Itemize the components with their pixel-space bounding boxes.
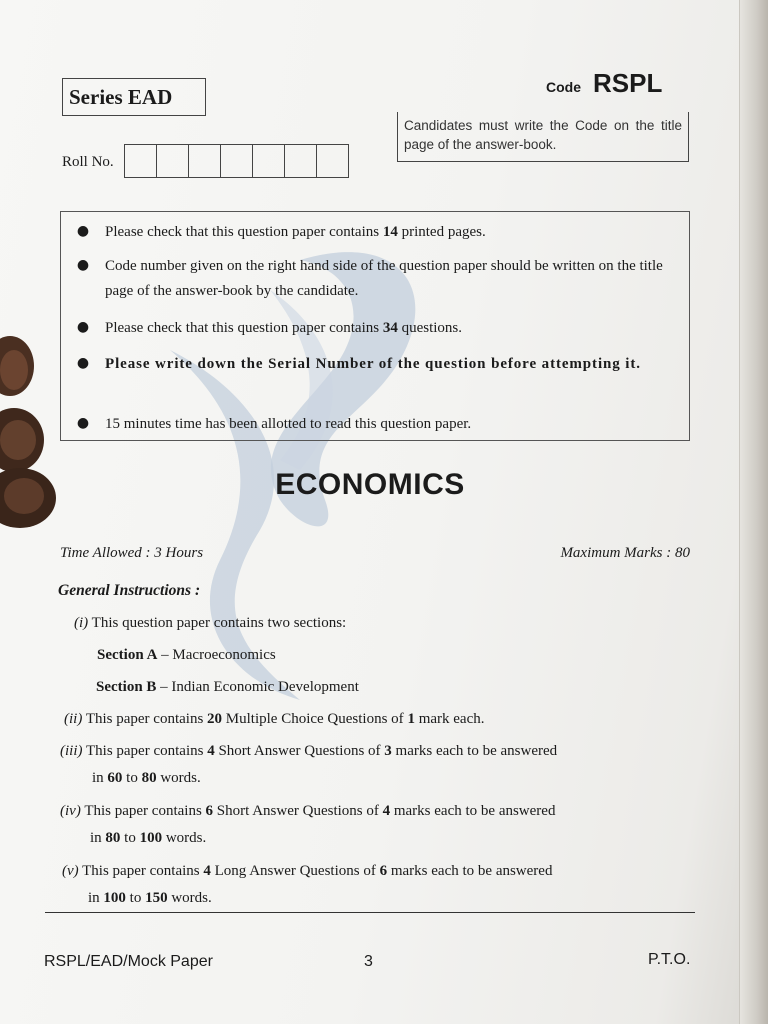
general-instructions-heading: General Instructions :	[58, 582, 201, 599]
code-block	[546, 68, 662, 99]
paper-title: ECONOMICS	[275, 468, 465, 501]
section-a-line: Section A – Macroeconomics	[97, 647, 276, 663]
instruction-iii: (iii) This paper contains 4 Short Answer Questions of 3 marks each to be answered in 60 to 80 words.	[60, 743, 558, 786]
note-item: ● Please write down the Serial Number of the question before attempting it.	[61, 352, 691, 377]
code-label: Code	[546, 79, 581, 95]
roll-number-box	[252, 144, 285, 178]
instruction-ii: (ii) This paper contains 20 Multiple Choice Questions of 1 mark each.	[64, 711, 485, 727]
instruction-i: (i) This question paper contains two sections:	[74, 615, 347, 631]
note-item: ● 15 minutes time has been allotted to read this question paper.	[61, 412, 691, 437]
code-value: RSPL	[593, 68, 663, 98]
time-marks-row	[60, 545, 690, 562]
footer-paper-code: RSPL/EAD/Mock Paper	[44, 953, 213, 970]
instructions-box	[60, 211, 690, 441]
series-label: Series EAD	[62, 78, 206, 116]
section-b-line: Section B – Indian Economic Development	[96, 679, 359, 695]
bullet-icon: ●	[76, 319, 90, 335]
roll-number-boxes	[124, 144, 348, 178]
time-allowed: Time Allowed : 3 Hours	[60, 545, 204, 561]
bullet-icon: ●	[76, 223, 90, 239]
instruction-v: (v) This paper contains 4 Long Answer Questions of 6 marks each to be answered in 100 to 150 words.	[62, 863, 553, 906]
next-page-edge	[739, 0, 768, 1024]
candidates-note: Candidates must write the Code on the title page of the answer-book.	[397, 112, 689, 162]
note-item: ● Code number given on the right hand side of the question paper should be written on the title page of the answer-book by the candidate.	[61, 254, 691, 304]
bullet-icon: ●	[76, 415, 90, 431]
roll-number-box	[156, 144, 189, 178]
roll-number-label: Roll No.	[62, 154, 114, 170]
bottom-divider	[45, 912, 695, 913]
holding-fingers	[0, 330, 60, 530]
roll-number-box	[316, 144, 349, 178]
bullet-icon: ●	[76, 355, 90, 371]
footer-pto: P.T.O.	[648, 951, 691, 968]
roll-number-box	[188, 144, 221, 178]
note-item: ● Please check that this question paper contains 14 printed pages.	[61, 220, 691, 245]
bullet-icon: ●	[76, 257, 90, 273]
instruction-iv: (iv) This paper contains 6 Short Answer Questions of 4 marks each to be answered in 80 to 100 words.	[60, 803, 556, 846]
roll-number-box	[284, 144, 317, 178]
maximum-marks: Maximum Marks : 80	[560, 545, 690, 561]
roll-number-box	[124, 144, 157, 178]
roll-number-box	[220, 144, 253, 178]
note-item: ● Please check that this question paper contains 34 questions.	[61, 316, 691, 341]
footer-page-number: 3	[364, 953, 373, 970]
